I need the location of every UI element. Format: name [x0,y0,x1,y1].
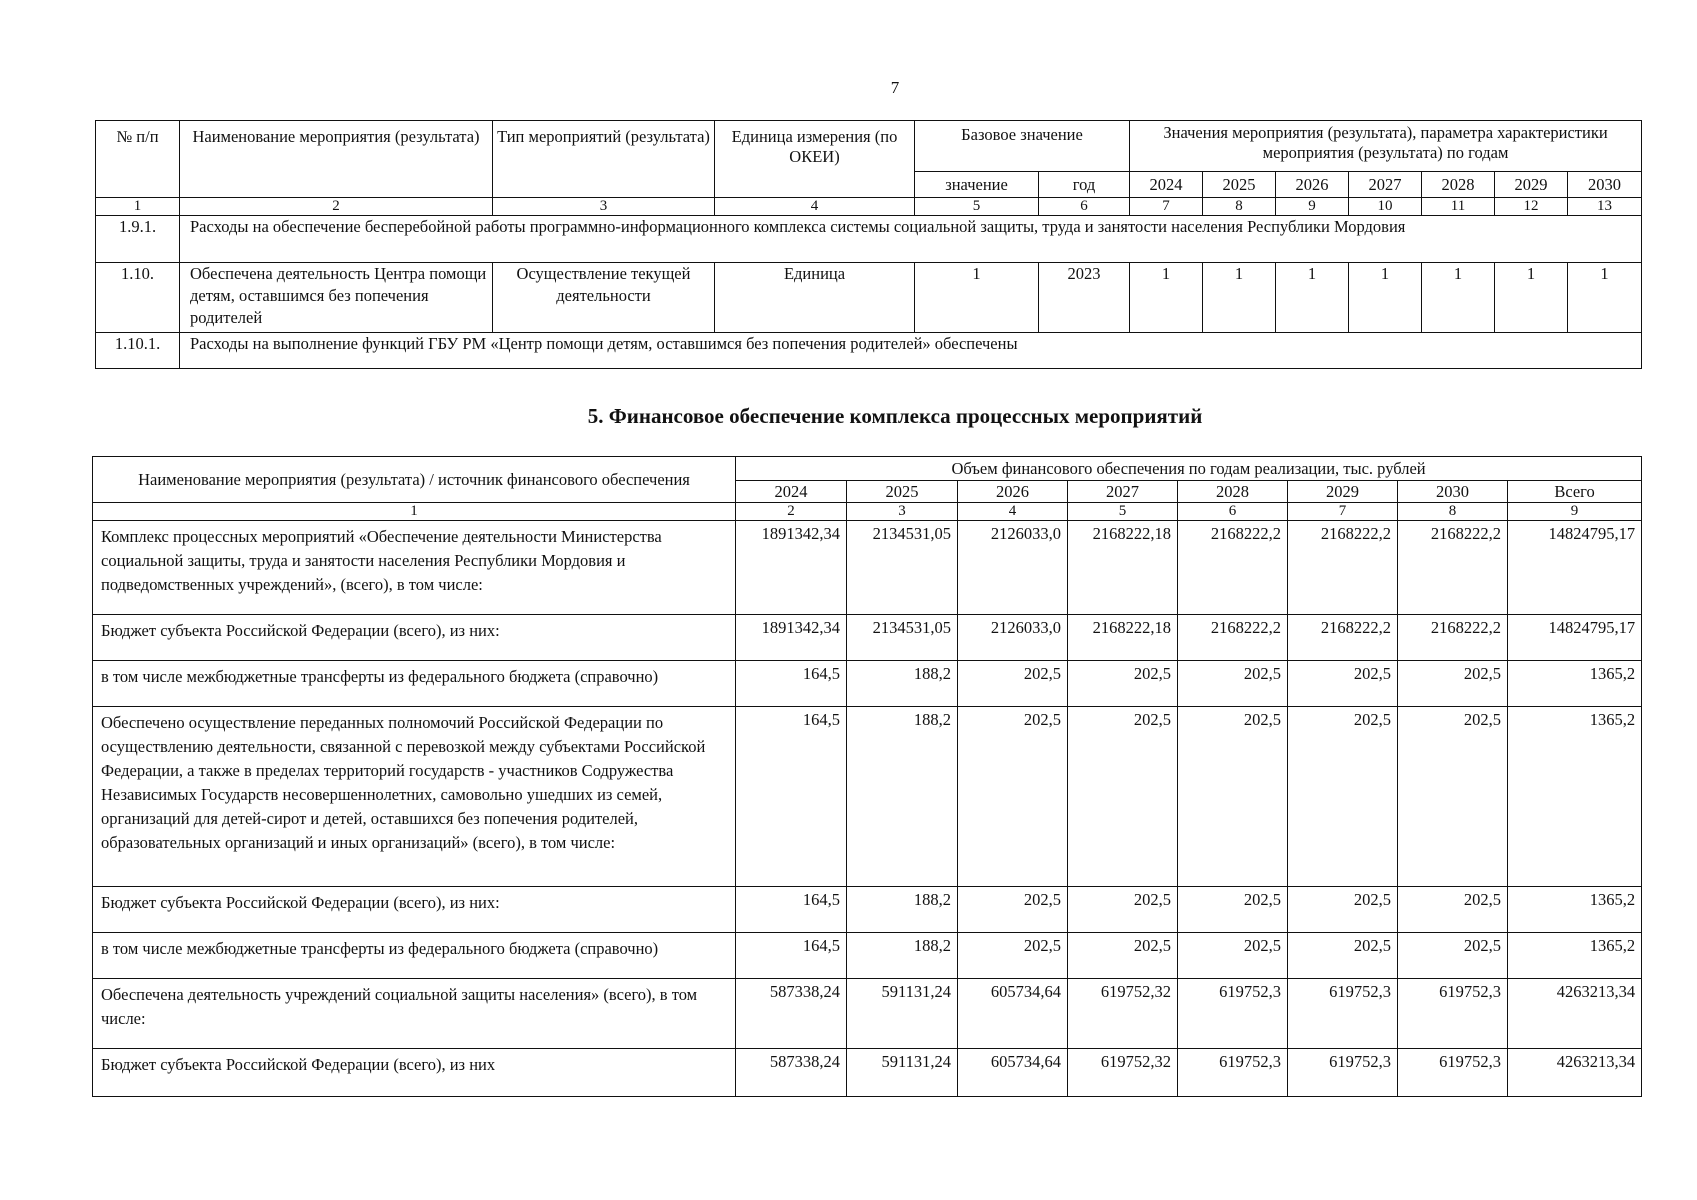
header-values: Значения мероприятия (результата), параметра характеристики мероприятия (результата) по годам [1130,121,1642,172]
table-row [93,661,1642,707]
header-year: 2029 [1288,481,1398,503]
row-value-2027: 2168222,18 [1068,615,1178,661]
header-year: 2025 [1203,172,1276,198]
row-value-2024: 1891342,34 [736,521,847,615]
row-value-2029: 202,5 [1288,933,1398,979]
row-value-total: 14824795,17 [1508,615,1642,661]
row-value-2026: 202,5 [958,661,1068,707]
row-text: Расходы на обеспечение бесперебойной работы программно-информационного комплекса системы социальной защиты, труда и занятости населения Республики Мордовия [180,216,1642,263]
row-value-2029: 202,5 [1288,707,1398,887]
index-cell: 1 [96,198,180,216]
row-number: 1.10. [96,263,180,333]
table-row [93,1049,1642,1097]
index-row [93,503,1642,521]
header-year: 2029 [1495,172,1568,198]
financing-table [92,456,1642,1097]
index-cell: 7 [1288,503,1398,521]
row-name: Обеспечена деятельность учреждений социальной защиты населения» (всего), в том числе: [93,979,736,1049]
row-value-2029: 202,5 [1288,661,1398,707]
header-year: 2030 [1398,481,1508,503]
index-cell: 9 [1508,503,1642,521]
row-value-total: 1365,2 [1508,933,1642,979]
table-row [96,216,1642,263]
row-value-2028: 202,5 [1178,707,1288,887]
index-cell: 6 [1178,503,1288,521]
header-base-year: год [1039,172,1130,198]
row-value-2030: 619752,3 [1398,979,1508,1049]
table-row [93,979,1642,1049]
row-value-2028: 202,5 [1178,887,1288,933]
row-value-2030: 202,5 [1398,707,1508,887]
row-value-2027: 202,5 [1068,661,1178,707]
row-value-2025: 2134531,05 [847,521,958,615]
row-value-total: 4263213,34 [1508,1049,1642,1097]
header-name: Наименование мероприятия (результата) / источник финансового обеспечения [93,457,736,503]
row-value-2029: 619752,3 [1288,1049,1398,1097]
row-value-2024: 164,5 [736,661,847,707]
row-text: Расходы на выполнение функций ГБУ РМ «Центр помощи детям, оставшимся без попечения родителей» обеспечены [180,333,1642,369]
header-year: 2024 [736,481,847,503]
row-value-2024: 164,5 [736,933,847,979]
row-value-2026: 202,5 [958,887,1068,933]
row-name: Бюджет субъекта Российской Федерации (всего), из них: [93,615,736,661]
header-year: 2030 [1568,172,1642,198]
row-value-2026: 605734,64 [958,1049,1068,1097]
row-number: 1.10.1. [96,333,180,369]
row-value-2024: 164,5 [736,707,847,887]
row-name: в том числе межбюджетные трансферты из федерального бюджета (справочно) [93,661,736,707]
row-type: Осуществление текущей деятельности [493,263,715,333]
index-cell: 4 [958,503,1068,521]
row-value-2027: 202,5 [1068,887,1178,933]
index-cell: 12 [1495,198,1568,216]
row-value-2027: 202,5 [1068,707,1178,887]
row-value-2025: 188,2 [847,707,958,887]
row-value-total: 4263213,34 [1508,979,1642,1049]
row-value-2028: 202,5 [1178,933,1288,979]
row-year-value: 1 [1130,263,1203,333]
index-cell: 10 [1349,198,1422,216]
row-value-total: 14824795,17 [1508,521,1642,615]
row-year-value: 1 [1203,263,1276,333]
row-value-2025: 188,2 [847,887,958,933]
results-table [95,120,1642,369]
index-cell: 8 [1398,503,1508,521]
row-name: Обеспечена деятельность Центра помощи детям, оставшимся без попечения родителей [180,263,493,333]
row-value-2025: 2134531,05 [847,615,958,661]
row-value-2028: 619752,3 [1178,1049,1288,1097]
header-volume: Объем финансового обеспечения по годам реализации, тыс. рублей [736,457,1642,481]
row-value-2027: 2168222,18 [1068,521,1178,615]
row-value-2027: 619752,32 [1068,979,1178,1049]
index-cell: 9 [1276,198,1349,216]
row-value-2027: 202,5 [1068,933,1178,979]
index-cell: 4 [715,198,915,216]
table-row [93,933,1642,979]
row-value-2030: 202,5 [1398,661,1508,707]
row-year-value: 1 [1422,263,1495,333]
row-value-2028: 2168222,2 [1178,615,1288,661]
row-value-2028: 202,5 [1178,661,1288,707]
section-title: 5. Финансовое обеспечение комплекса процессных мероприятий [587,404,1203,428]
row-value-2029: 2168222,2 [1288,615,1398,661]
row-value-2025: 591131,24 [847,979,958,1049]
index-cell: 5 [915,198,1039,216]
row-value-2030: 202,5 [1398,933,1508,979]
row-value-2030: 202,5 [1398,887,1508,933]
header-year: 2027 [1349,172,1422,198]
table-row [93,707,1642,887]
header-year: 2028 [1178,481,1288,503]
row-value-2024: 587338,24 [736,979,847,1049]
header-base-value: значение [915,172,1039,198]
row-number: 1.9.1. [96,216,180,263]
row-value-2026: 2126033,0 [958,615,1068,661]
header-year: 2027 [1068,481,1178,503]
index-cell: 7 [1130,198,1203,216]
index-cell: 8 [1203,198,1276,216]
row-value-2025: 591131,24 [847,1049,958,1097]
row-year-value: 1 [1568,263,1642,333]
row-unit: Единица [715,263,915,333]
header-total: Всего [1508,481,1642,503]
row-value-2026: 202,5 [958,707,1068,887]
table-row [93,521,1642,615]
index-cell: 2 [180,198,493,216]
table-row [93,615,1642,661]
row-name: Бюджет субъекта Российской Федерации (всего), из них: [93,887,736,933]
row-base-value: 1 [915,263,1039,333]
table-row [96,263,1642,333]
row-value-2027: 619752,32 [1068,1049,1178,1097]
row-value-total: 1365,2 [1508,707,1642,887]
header-unit: Единица измерения (по ОКЕИ) [715,121,915,198]
row-value-2026: 2126033,0 [958,521,1068,615]
row-value-2029: 2168222,2 [1288,521,1398,615]
header-base: Базовое значение [915,121,1130,172]
row-name: Обеспечено осуществление переданных полномочий Российской Федерации по осуществлению деятельности, связанной с перевозкой между субъектами Российской Федерации, а также в пределах территорий государств - участников Содружества Независимых Государств несовершеннолетних, самовольно ушедших из семей, организаций для детей-сирот и детей, оставшихся без попечения родителей, образовательных организаций и иных организаций» (всего), в том числе: [93,707,736,887]
page-number: 7 [890,78,900,97]
header-year: 2028 [1422,172,1495,198]
row-value-2026: 605734,64 [958,979,1068,1049]
index-cell: 11 [1422,198,1495,216]
row-value-2030: 2168222,2 [1398,615,1508,661]
row-name: в том числе межбюджетные трансферты из федерального бюджета (справочно) [93,933,736,979]
index-cell: 3 [493,198,715,216]
row-value-total: 1365,2 [1508,661,1642,707]
row-value-2028: 2168222,2 [1178,521,1288,615]
index-cell: 6 [1039,198,1130,216]
table-row [96,333,1642,369]
header-year: 2026 [958,481,1068,503]
row-value-2024: 587338,24 [736,1049,847,1097]
row-name: Бюджет субъекта Российской Федерации (всего), из них [93,1049,736,1097]
header-year: 2026 [1276,172,1349,198]
row-year-value: 1 [1276,263,1349,333]
row-value-2028: 619752,3 [1178,979,1288,1049]
index-cell: 13 [1568,198,1642,216]
row-value-2029: 202,5 [1288,887,1398,933]
index-cell: 1 [93,503,736,521]
header-type: Тип мероприятий (результата) [493,121,715,198]
row-value-total: 1365,2 [1508,887,1642,933]
row-name: Комплекс процессных мероприятий «Обеспечение деятельности Министерства социальной защиты, труда и занятости населения Республики Мордовия и подведомственных учреждений», (всего), в том числе: [93,521,736,615]
row-year-value: 1 [1349,263,1422,333]
row-base-year: 2023 [1039,263,1130,333]
row-value-2029: 619752,3 [1288,979,1398,1049]
row-value-2025: 188,2 [847,661,958,707]
header-year: 2024 [1130,172,1203,198]
row-value-2030: 2168222,2 [1398,521,1508,615]
index-row [96,198,1642,216]
row-value-2024: 1891342,34 [736,615,847,661]
row-value-2024: 164,5 [736,887,847,933]
row-value-2030: 619752,3 [1398,1049,1508,1097]
row-year-value: 1 [1495,263,1568,333]
row-value-2026: 202,5 [958,933,1068,979]
header-num: № п/п [96,121,180,198]
index-cell: 3 [847,503,958,521]
index-cell: 5 [1068,503,1178,521]
row-value-2025: 188,2 [847,933,958,979]
index-cell: 2 [736,503,847,521]
header-name: Наименование мероприятия (результата) [180,121,493,198]
table-row [93,887,1642,933]
header-year: 2025 [847,481,958,503]
